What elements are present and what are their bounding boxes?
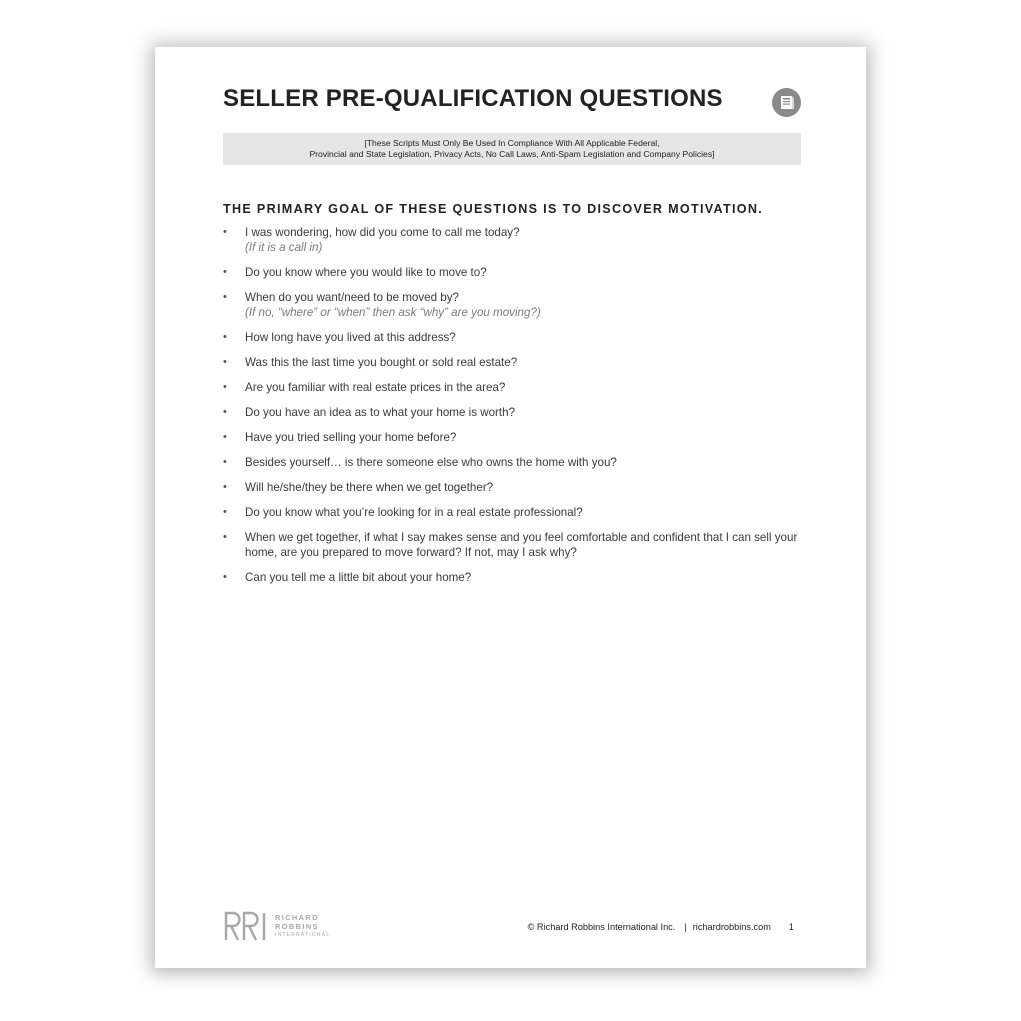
- footer-separator: |: [684, 922, 687, 932]
- question-text: Was this the last time you bought or sold real estate?: [245, 356, 518, 369]
- question-item: [223, 530, 803, 560]
- question-list: [223, 225, 803, 595]
- logo-text-robbins: ROBBINS: [275, 922, 319, 931]
- question-item: [223, 455, 803, 470]
- question-item: [223, 355, 803, 370]
- question-item: [223, 505, 803, 520]
- question-note: (If no, “where” or “when” then ask “why” are you moving?): [245, 306, 541, 319]
- rri-logo-mark: [223, 910, 269, 942]
- question-item: [223, 225, 803, 255]
- bullet-icon: •: [223, 506, 227, 518]
- bullet-icon: •: [223, 381, 227, 393]
- question-item: [223, 480, 803, 495]
- disclaimer-line-1: [These Scripts Must Only Be Used In Compliance With All Applicable Federal,: [364, 138, 660, 148]
- bullet-icon: •: [223, 356, 227, 368]
- footer-website-link[interactable]: richardrobbins.com: [692, 922, 771, 932]
- bullet-icon: •: [223, 531, 227, 543]
- bullet-icon: •: [223, 291, 227, 303]
- question-text: Can you tell me a little bit about your home?: [245, 571, 472, 584]
- question-text: Will he/she/they be there when we get together?: [245, 481, 494, 494]
- page-footer: [528, 922, 794, 932]
- disclaimer-line-2: Provincial and State Legislation, Privacy Acts, No Call Laws, Anti-Spam Legislation and Company Policies]: [309, 149, 715, 159]
- bullet-icon: •: [223, 456, 227, 468]
- question-item: [223, 330, 803, 345]
- bullet-icon: •: [223, 481, 227, 493]
- question-text: I was wondering, how did you come to call me today?: [245, 226, 520, 239]
- question-text: Have you tried selling your home before?: [245, 431, 457, 444]
- page-title: SELLER PRE-QUALIFICATION QUESTIONS: [223, 85, 723, 112]
- question-item: [223, 265, 803, 280]
- goal-heading: THE PRIMARY GOAL OF THESE QUESTIONS IS TO DISCOVER MOTIVATION.: [223, 202, 764, 216]
- bullet-icon: •: [223, 331, 227, 343]
- question-text: Do you know what you’re looking for in a real estate professional?: [245, 506, 583, 519]
- question-note: (If it is a call in): [245, 241, 323, 254]
- question-text: When do you want/need to be moved by?: [245, 291, 459, 304]
- footer-copyright: © Richard Robbins International Inc.: [527, 922, 676, 932]
- question-text: How long have you lived at this address?: [245, 331, 456, 344]
- question-text: When we get together, if what I say makes sense and you feel comfortable and confident that I can sell your home, are you prepared to move forward? If not, may I ask why?: [245, 531, 798, 559]
- question-text: Besides yourself… is there someone else who owns the home with you?: [245, 456, 617, 469]
- question-item: [223, 570, 803, 585]
- question-text: Do you have an idea as to what your home is worth?: [245, 406, 516, 419]
- compliance-disclaimer: [223, 133, 801, 165]
- logo-text-international: INTERNATIONAL: [275, 932, 331, 938]
- document-icon: [772, 88, 801, 117]
- question-item: [223, 405, 803, 420]
- bullet-icon: •: [223, 571, 227, 583]
- question-item: [223, 290, 803, 320]
- bullet-icon: •: [223, 266, 227, 278]
- logo-text-richard: RICHARD: [275, 913, 319, 922]
- page-number: 1: [788, 922, 794, 932]
- company-logo: [223, 910, 330, 942]
- question-item: [223, 430, 803, 445]
- bullet-icon: •: [223, 406, 227, 418]
- bullet-icon: •: [223, 226, 227, 238]
- question-item: [223, 380, 803, 395]
- question-text: Are you familiar with real estate prices in the area?: [245, 381, 506, 394]
- question-text: Do you know where you would like to move to?: [245, 266, 487, 279]
- document-page: [155, 47, 866, 968]
- bullet-icon: •: [223, 431, 227, 443]
